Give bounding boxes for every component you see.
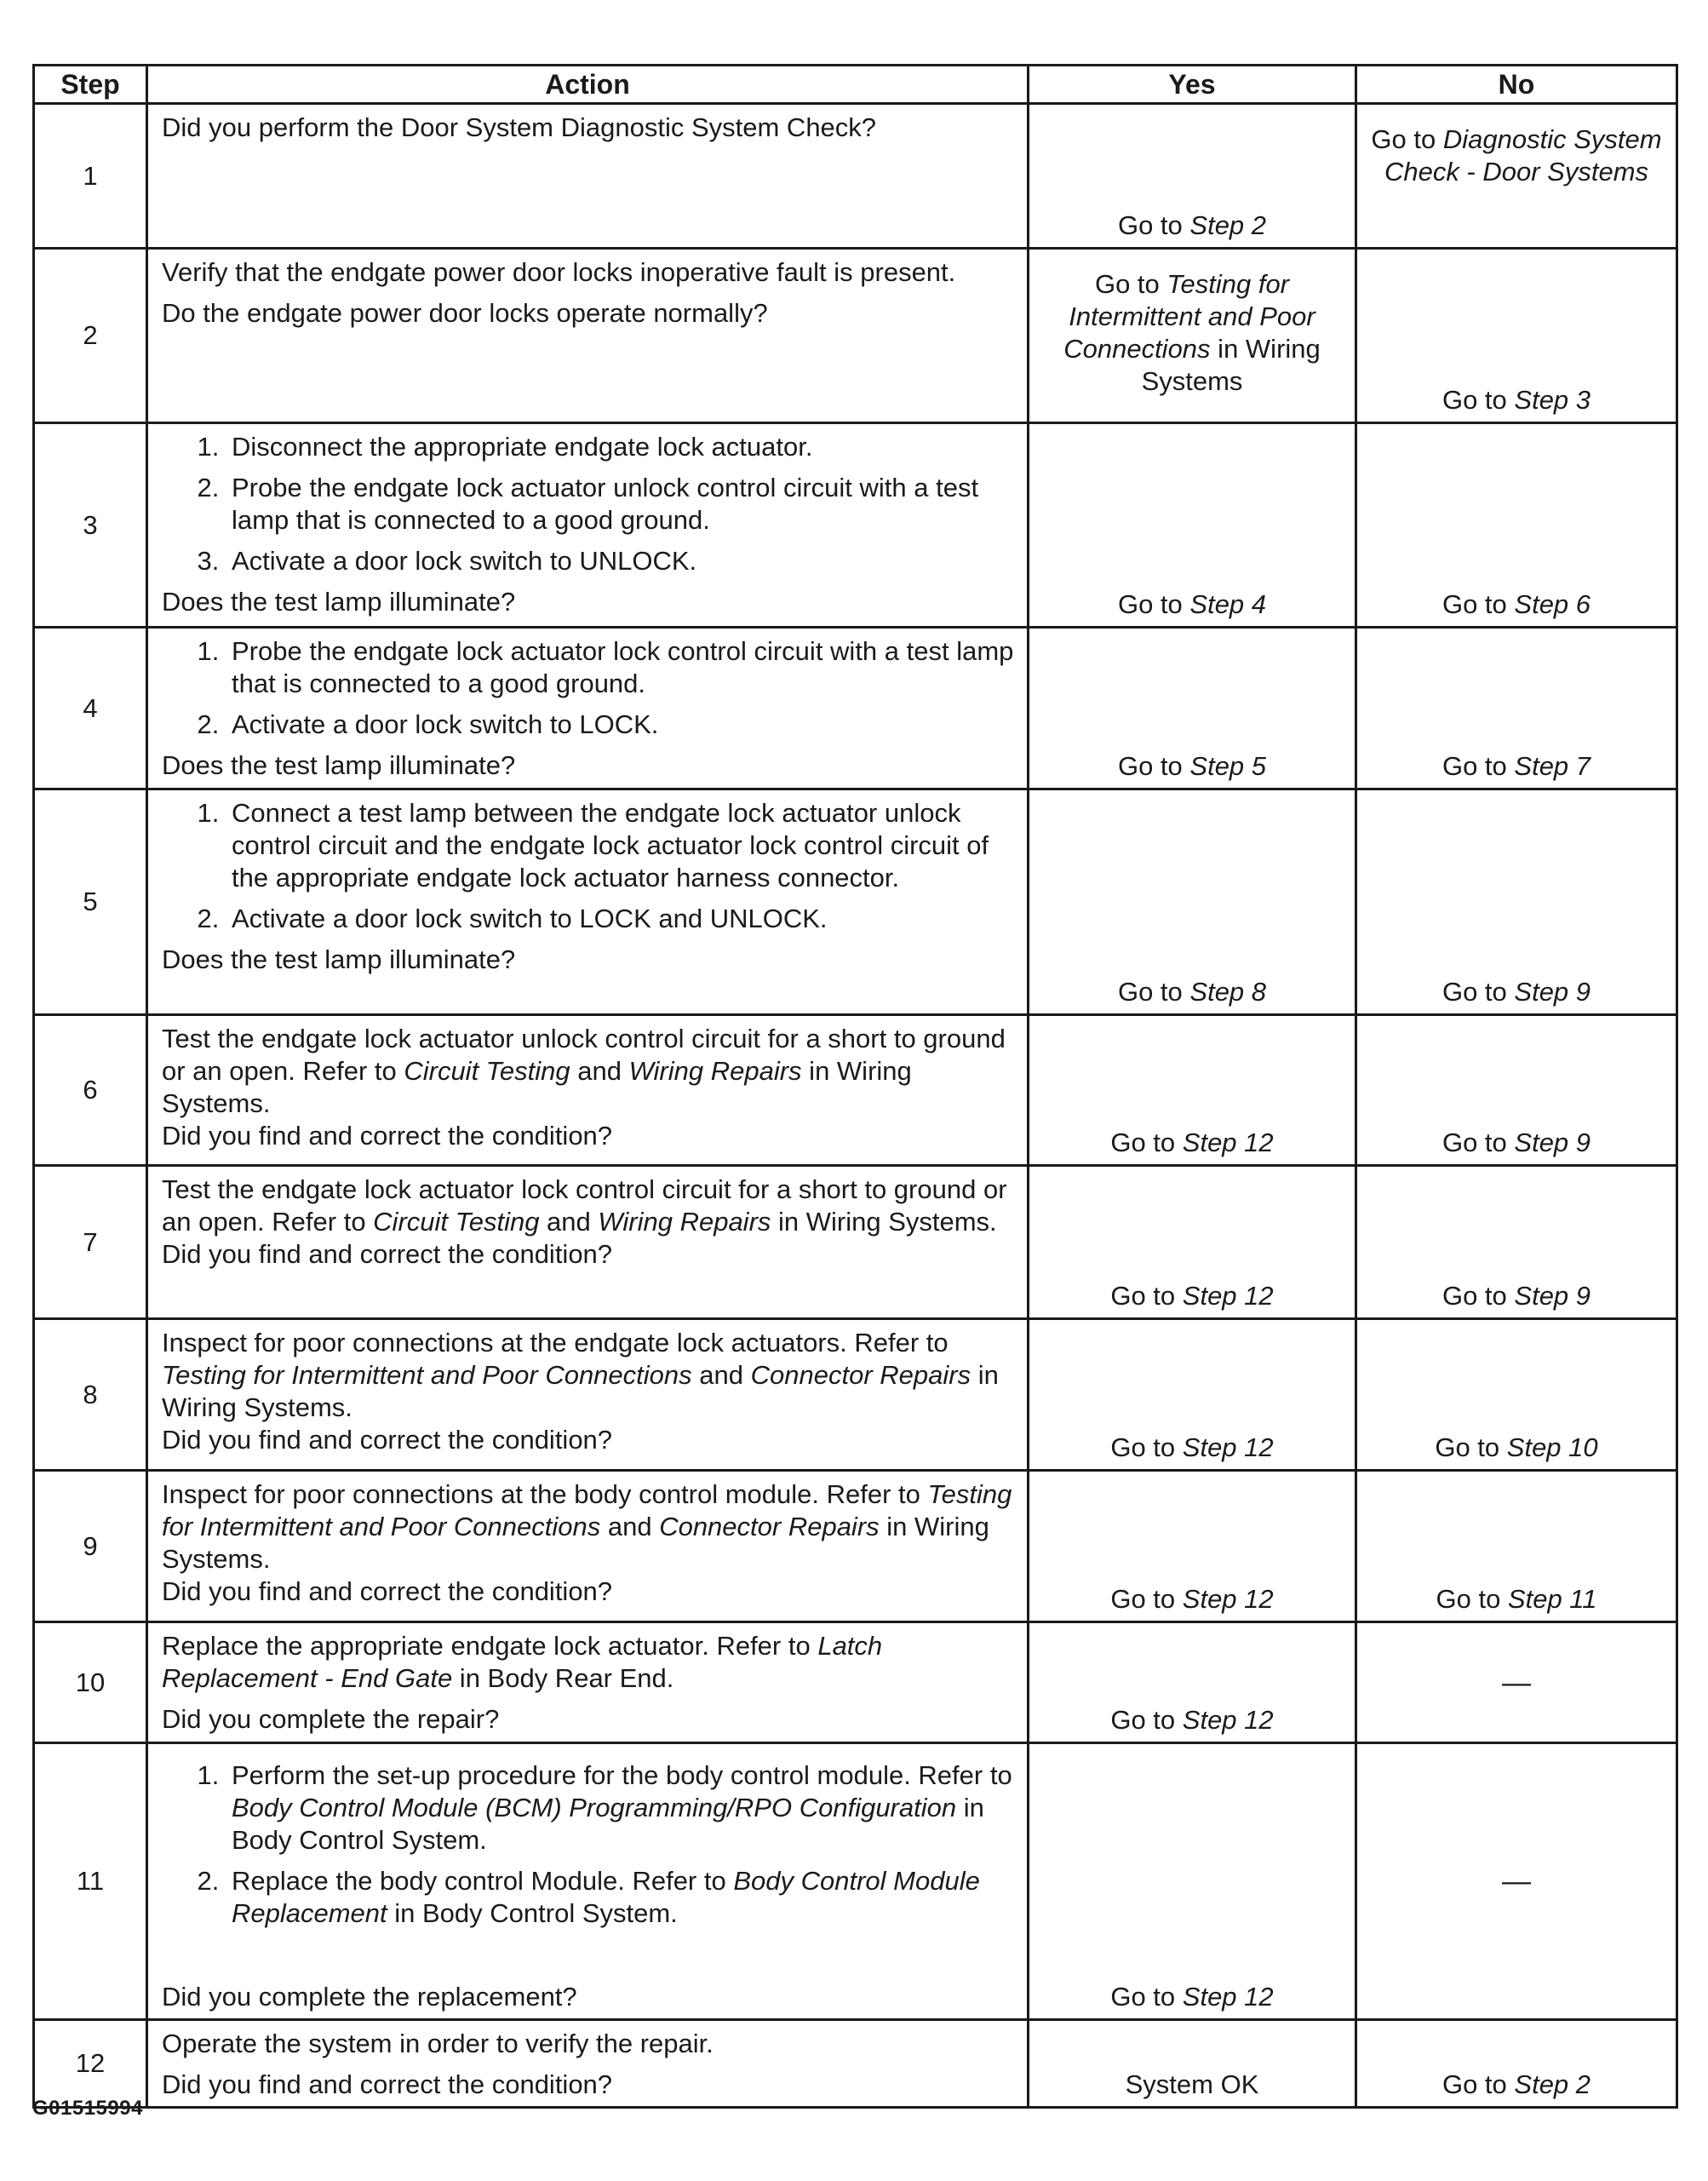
yes-cell bbox=[1029, 1622, 1356, 1743]
action-list bbox=[162, 431, 1015, 577]
reference-link[interactable]: Wiring Repairs bbox=[628, 1056, 802, 1086]
action-text-part: Inspect for poor connections at the body control module. Refer to bbox=[162, 1479, 928, 1509]
no-cell: — bbox=[1356, 1743, 1677, 2020]
reference-link[interactable]: Circuit Testing bbox=[404, 1056, 570, 1086]
no-link[interactable]: Diagnostic System Check - Door Systems bbox=[1384, 124, 1662, 187]
action-text-part: in Wiring Systems. bbox=[771, 1207, 997, 1237]
step-number: 4 bbox=[34, 628, 147, 789]
action-question: Does the test lamp illuminate? bbox=[162, 587, 516, 617]
action-question: Did you find and correct the condition? bbox=[162, 1239, 613, 1269]
action-list-item: 2. Probe the endgate lock actuator unlock control circuit with a test lamp that is connected to a good ground. bbox=[226, 472, 1015, 537]
yes-cell bbox=[1029, 1471, 1356, 1622]
reference-link[interactable]: Connector Repairs bbox=[750, 1360, 971, 1390]
table-row bbox=[34, 1622, 1677, 1743]
table-row bbox=[34, 789, 1677, 1015]
step-number: 12 bbox=[34, 2020, 147, 2108]
action-list-item: 1. Disconnect the appropriate endgate lock actuator. bbox=[226, 431, 1015, 463]
action-cell bbox=[147, 1319, 1029, 1471]
no-cell bbox=[1356, 423, 1677, 628]
no-cell bbox=[1356, 1015, 1677, 1166]
action-text: Operate the system in order to verify the repair. bbox=[162, 2029, 714, 2058]
action-cell bbox=[147, 789, 1029, 1015]
reference-link[interactable]: Body Control Module Replacement bbox=[232, 1866, 980, 1928]
no-prefix: Go to bbox=[1436, 1584, 1508, 1614]
no-prefix: Go to bbox=[1441, 385, 1515, 415]
action-text-part: in Wiring Systems. bbox=[162, 1056, 912, 1118]
yes-cell: System OK bbox=[1029, 2020, 1356, 2108]
reference-link[interactable]: Testing for Intermittent and Poor Connections bbox=[162, 1360, 692, 1390]
reference-link[interactable]: Testing for Intermittent and Poor Connections bbox=[162, 1479, 1012, 1541]
table-row bbox=[34, 249, 1677, 423]
table-row bbox=[34, 1166, 1677, 1319]
action-text-part: Test the endgate lock actuator unlock control circuit for a short to ground or an open. Refer to bbox=[162, 1024, 1006, 1086]
yes-prefix: Go to bbox=[1110, 1982, 1183, 2012]
yes-prefix: Go to bbox=[1117, 751, 1190, 781]
action-list bbox=[162, 1759, 1015, 1930]
action-question: Does the test lamp illuminate? bbox=[162, 944, 516, 974]
yes-link[interactable]: Step 8 bbox=[1189, 977, 1267, 1007]
reference-link[interactable]: Connector Repairs bbox=[659, 1512, 880, 1541]
table-row bbox=[34, 423, 1677, 628]
no-prefix: Go to bbox=[1441, 977, 1515, 1007]
action-text: Verify that the endgate power door locks inoperative fault is present. bbox=[162, 257, 956, 287]
action-list-item: 2. Activate a door lock switch to LOCK and UNLOCK. bbox=[226, 903, 1015, 935]
action-question: Did you find and correct the condition? bbox=[162, 1425, 613, 1455]
yes-cell bbox=[1029, 628, 1356, 789]
step-number: 5 bbox=[34, 789, 147, 1015]
no-link[interactable]: Step 9 bbox=[1514, 1128, 1591, 1157]
action-cell bbox=[147, 1471, 1029, 1622]
yes-prefix: Go to bbox=[1110, 1281, 1183, 1311]
yes-link[interactable]: Step 12 bbox=[1182, 1705, 1274, 1735]
step-number: 3 bbox=[34, 423, 147, 628]
yes-link[interactable]: Step 12 bbox=[1182, 1584, 1274, 1614]
no-cell bbox=[1356, 104, 1677, 249]
action-question: Did you find and correct the condition? bbox=[162, 1121, 613, 1151]
no-cell bbox=[1356, 1319, 1677, 1471]
no-link[interactable]: Step 6 bbox=[1514, 589, 1591, 619]
diagnostic-table bbox=[32, 64, 1678, 2109]
no-link[interactable]: Step 3 bbox=[1514, 385, 1591, 415]
yes-link[interactable]: Testing for Intermittent and Poor Connections bbox=[1063, 269, 1315, 364]
no-prefix: Go to bbox=[1435, 1432, 1507, 1462]
yes-link[interactable]: Step 12 bbox=[1182, 1982, 1274, 2012]
table-row bbox=[34, 1471, 1677, 1622]
action-text-part: in Wiring Systems. bbox=[162, 1360, 999, 1422]
action-text-part: Inspect for poor connections at the endgate lock actuators. Refer to bbox=[162, 1328, 949, 1357]
table-row bbox=[34, 1015, 1677, 1166]
no-prefix: Go to bbox=[1441, 1281, 1515, 1311]
step-number: 9 bbox=[34, 1471, 147, 1622]
step-number: 7 bbox=[34, 1166, 147, 1319]
reference-link[interactable]: Circuit Testing bbox=[373, 1207, 540, 1237]
header-action: Action bbox=[147, 66, 1029, 104]
action-text: Did you perform the Door System Diagnostic System Check? bbox=[162, 112, 877, 142]
step-number: 6 bbox=[34, 1015, 147, 1166]
action-text-part: in Body Control System. bbox=[387, 1898, 678, 1928]
no-cell bbox=[1356, 789, 1677, 1015]
action-text-part: and bbox=[570, 1056, 629, 1086]
no-prefix: Go to bbox=[1441, 2069, 1515, 2099]
action-list bbox=[162, 797, 1015, 935]
no-link[interactable]: Step 11 bbox=[1507, 1584, 1597, 1614]
yes-link[interactable]: Step 12 bbox=[1182, 1281, 1274, 1311]
action-text-part: Test the endgate lock actuator lock control circuit for a short to ground or an open. Refer to bbox=[162, 1174, 1007, 1237]
yes-prefix: Go to bbox=[1117, 589, 1190, 619]
action-cell bbox=[147, 628, 1029, 789]
no-cell bbox=[1356, 2020, 1677, 2108]
action-text-part: Replace the appropriate endgate lock actuator. Refer to bbox=[162, 1631, 818, 1661]
action-text-part: Replace the body control Module. Refer to bbox=[232, 1866, 734, 1896]
table-row bbox=[34, 1319, 1677, 1471]
action-text bbox=[162, 1023, 1015, 1120]
header-yes: Yes bbox=[1029, 66, 1356, 104]
action-list-item bbox=[226, 1865, 1015, 1930]
action-question: Do the endgate power door locks operate normally? bbox=[162, 298, 768, 328]
no-prefix: Go to bbox=[1441, 751, 1515, 781]
step-number: 10 bbox=[34, 1622, 147, 1743]
no-link[interactable]: Step 10 bbox=[1506, 1432, 1598, 1462]
yes-link[interactable]: Step 2 bbox=[1189, 210, 1267, 240]
yes-cell bbox=[1029, 1319, 1356, 1471]
yes-link[interactable]: Step 12 bbox=[1182, 1128, 1274, 1157]
action-question: Did you complete the repair? bbox=[162, 1704, 500, 1734]
action-text bbox=[162, 1327, 1015, 1424]
action-cell bbox=[147, 423, 1029, 628]
no-link[interactable]: Step 9 bbox=[1514, 977, 1591, 1007]
table-row bbox=[34, 2020, 1677, 2108]
table-row bbox=[34, 628, 1677, 789]
action-text-part: in Body Rear End. bbox=[452, 1663, 674, 1693]
yes-cell bbox=[1029, 423, 1356, 628]
action-cell bbox=[147, 1743, 1029, 2020]
action-cell bbox=[147, 249, 1029, 423]
no-prefix: Go to bbox=[1371, 124, 1443, 154]
header-row bbox=[34, 66, 1677, 104]
yes-prefix: Go to bbox=[1117, 977, 1190, 1007]
no-link[interactable]: Step 9 bbox=[1514, 1281, 1591, 1311]
action-text-part: Perform the set-up procedure for the body control module. Refer to bbox=[232, 1760, 1012, 1790]
reference-link[interactable]: Body Control Module (BCM) Programming/RPO Configuration bbox=[232, 1793, 957, 1822]
action-text-part: in Wiring Systems. bbox=[162, 1512, 989, 1574]
step-number: 2 bbox=[34, 249, 147, 423]
header-step: Step bbox=[34, 66, 147, 104]
action-text bbox=[162, 1630, 1015, 1695]
yes-cell bbox=[1029, 1166, 1356, 1319]
action-list-item bbox=[226, 1759, 1015, 1857]
yes-suffix: in Wiring Systems bbox=[1141, 334, 1321, 396]
header-no: No bbox=[1356, 66, 1677, 104]
action-list-item: 3. Activate a door lock switch to UNLOCK. bbox=[226, 545, 1015, 577]
yes-prefix: Go to bbox=[1110, 1584, 1183, 1614]
action-list-item: 1. Connect a test lamp between the endgate lock actuator unlock control circuit and the endgate lock actuator lock control circuit of the appropriate endgate lock actuator harness connector. bbox=[226, 797, 1015, 894]
action-text bbox=[162, 1174, 1015, 1238]
action-cell bbox=[147, 1166, 1029, 1319]
yes-cell bbox=[1029, 789, 1356, 1015]
reference-link[interactable]: Wiring Repairs bbox=[598, 1207, 771, 1237]
reference-link[interactable]: Latch Replacement - End Gate bbox=[162, 1631, 883, 1693]
yes-prefix: Go to bbox=[1117, 210, 1190, 240]
action-cell bbox=[147, 104, 1029, 249]
yes-cell bbox=[1029, 249, 1356, 423]
yes-prefix: Go to bbox=[1110, 1128, 1183, 1157]
action-cell bbox=[147, 1015, 1029, 1166]
action-cell bbox=[147, 1622, 1029, 1743]
yes-prefix: Go to bbox=[1110, 1705, 1183, 1735]
action-question: Does the test lamp illuminate? bbox=[162, 750, 516, 780]
step-number: 1 bbox=[34, 104, 147, 249]
action-text bbox=[162, 1478, 1015, 1575]
action-list-item: 2. Activate a door lock switch to LOCK. bbox=[226, 709, 1015, 741]
figure-id: G01515994 bbox=[32, 2097, 143, 2120]
step-number: 8 bbox=[34, 1319, 147, 1471]
yes-link[interactable]: Step 12 bbox=[1182, 1432, 1274, 1462]
yes-cell bbox=[1029, 1015, 1356, 1166]
yes-cell bbox=[1029, 104, 1356, 249]
action-text-part: in Body Control System. bbox=[232, 1793, 984, 1855]
no-link[interactable]: Step 2 bbox=[1514, 2069, 1591, 2099]
action-question: Did you complete the replacement? bbox=[162, 1982, 577, 2012]
action-cell bbox=[147, 2020, 1029, 2108]
table-row bbox=[34, 1743, 1677, 2020]
no-link[interactable]: Step 7 bbox=[1514, 751, 1591, 781]
yes-prefix: Go to bbox=[1110, 1432, 1183, 1462]
action-question: Did you find and correct the condition? bbox=[162, 1576, 613, 1606]
yes-link[interactable]: Step 5 bbox=[1189, 751, 1267, 781]
table-row bbox=[34, 104, 1677, 249]
no-cell bbox=[1356, 249, 1677, 423]
action-text-part: and bbox=[600, 1512, 660, 1541]
no-cell: — bbox=[1356, 1622, 1677, 1743]
yes-cell bbox=[1029, 1743, 1356, 2020]
no-cell bbox=[1356, 1471, 1677, 1622]
no-prefix: Go to bbox=[1441, 589, 1515, 619]
action-text-part: and bbox=[691, 1360, 751, 1390]
action-list bbox=[162, 635, 1015, 741]
yes-link[interactable]: Step 4 bbox=[1189, 589, 1267, 619]
action-text-part: and bbox=[539, 1207, 599, 1237]
step-number: 11 bbox=[34, 1743, 147, 2020]
no-cell bbox=[1356, 628, 1677, 789]
no-prefix: Go to bbox=[1441, 1128, 1515, 1157]
action-list-item: 1. Probe the endgate lock actuator lock control circuit with a test lamp that is connected to a good ground. bbox=[226, 635, 1015, 700]
no-cell bbox=[1356, 1166, 1677, 1319]
yes-prefix: Go to bbox=[1094, 269, 1167, 299]
action-question: Did you find and correct the condition? bbox=[162, 2069, 613, 2099]
